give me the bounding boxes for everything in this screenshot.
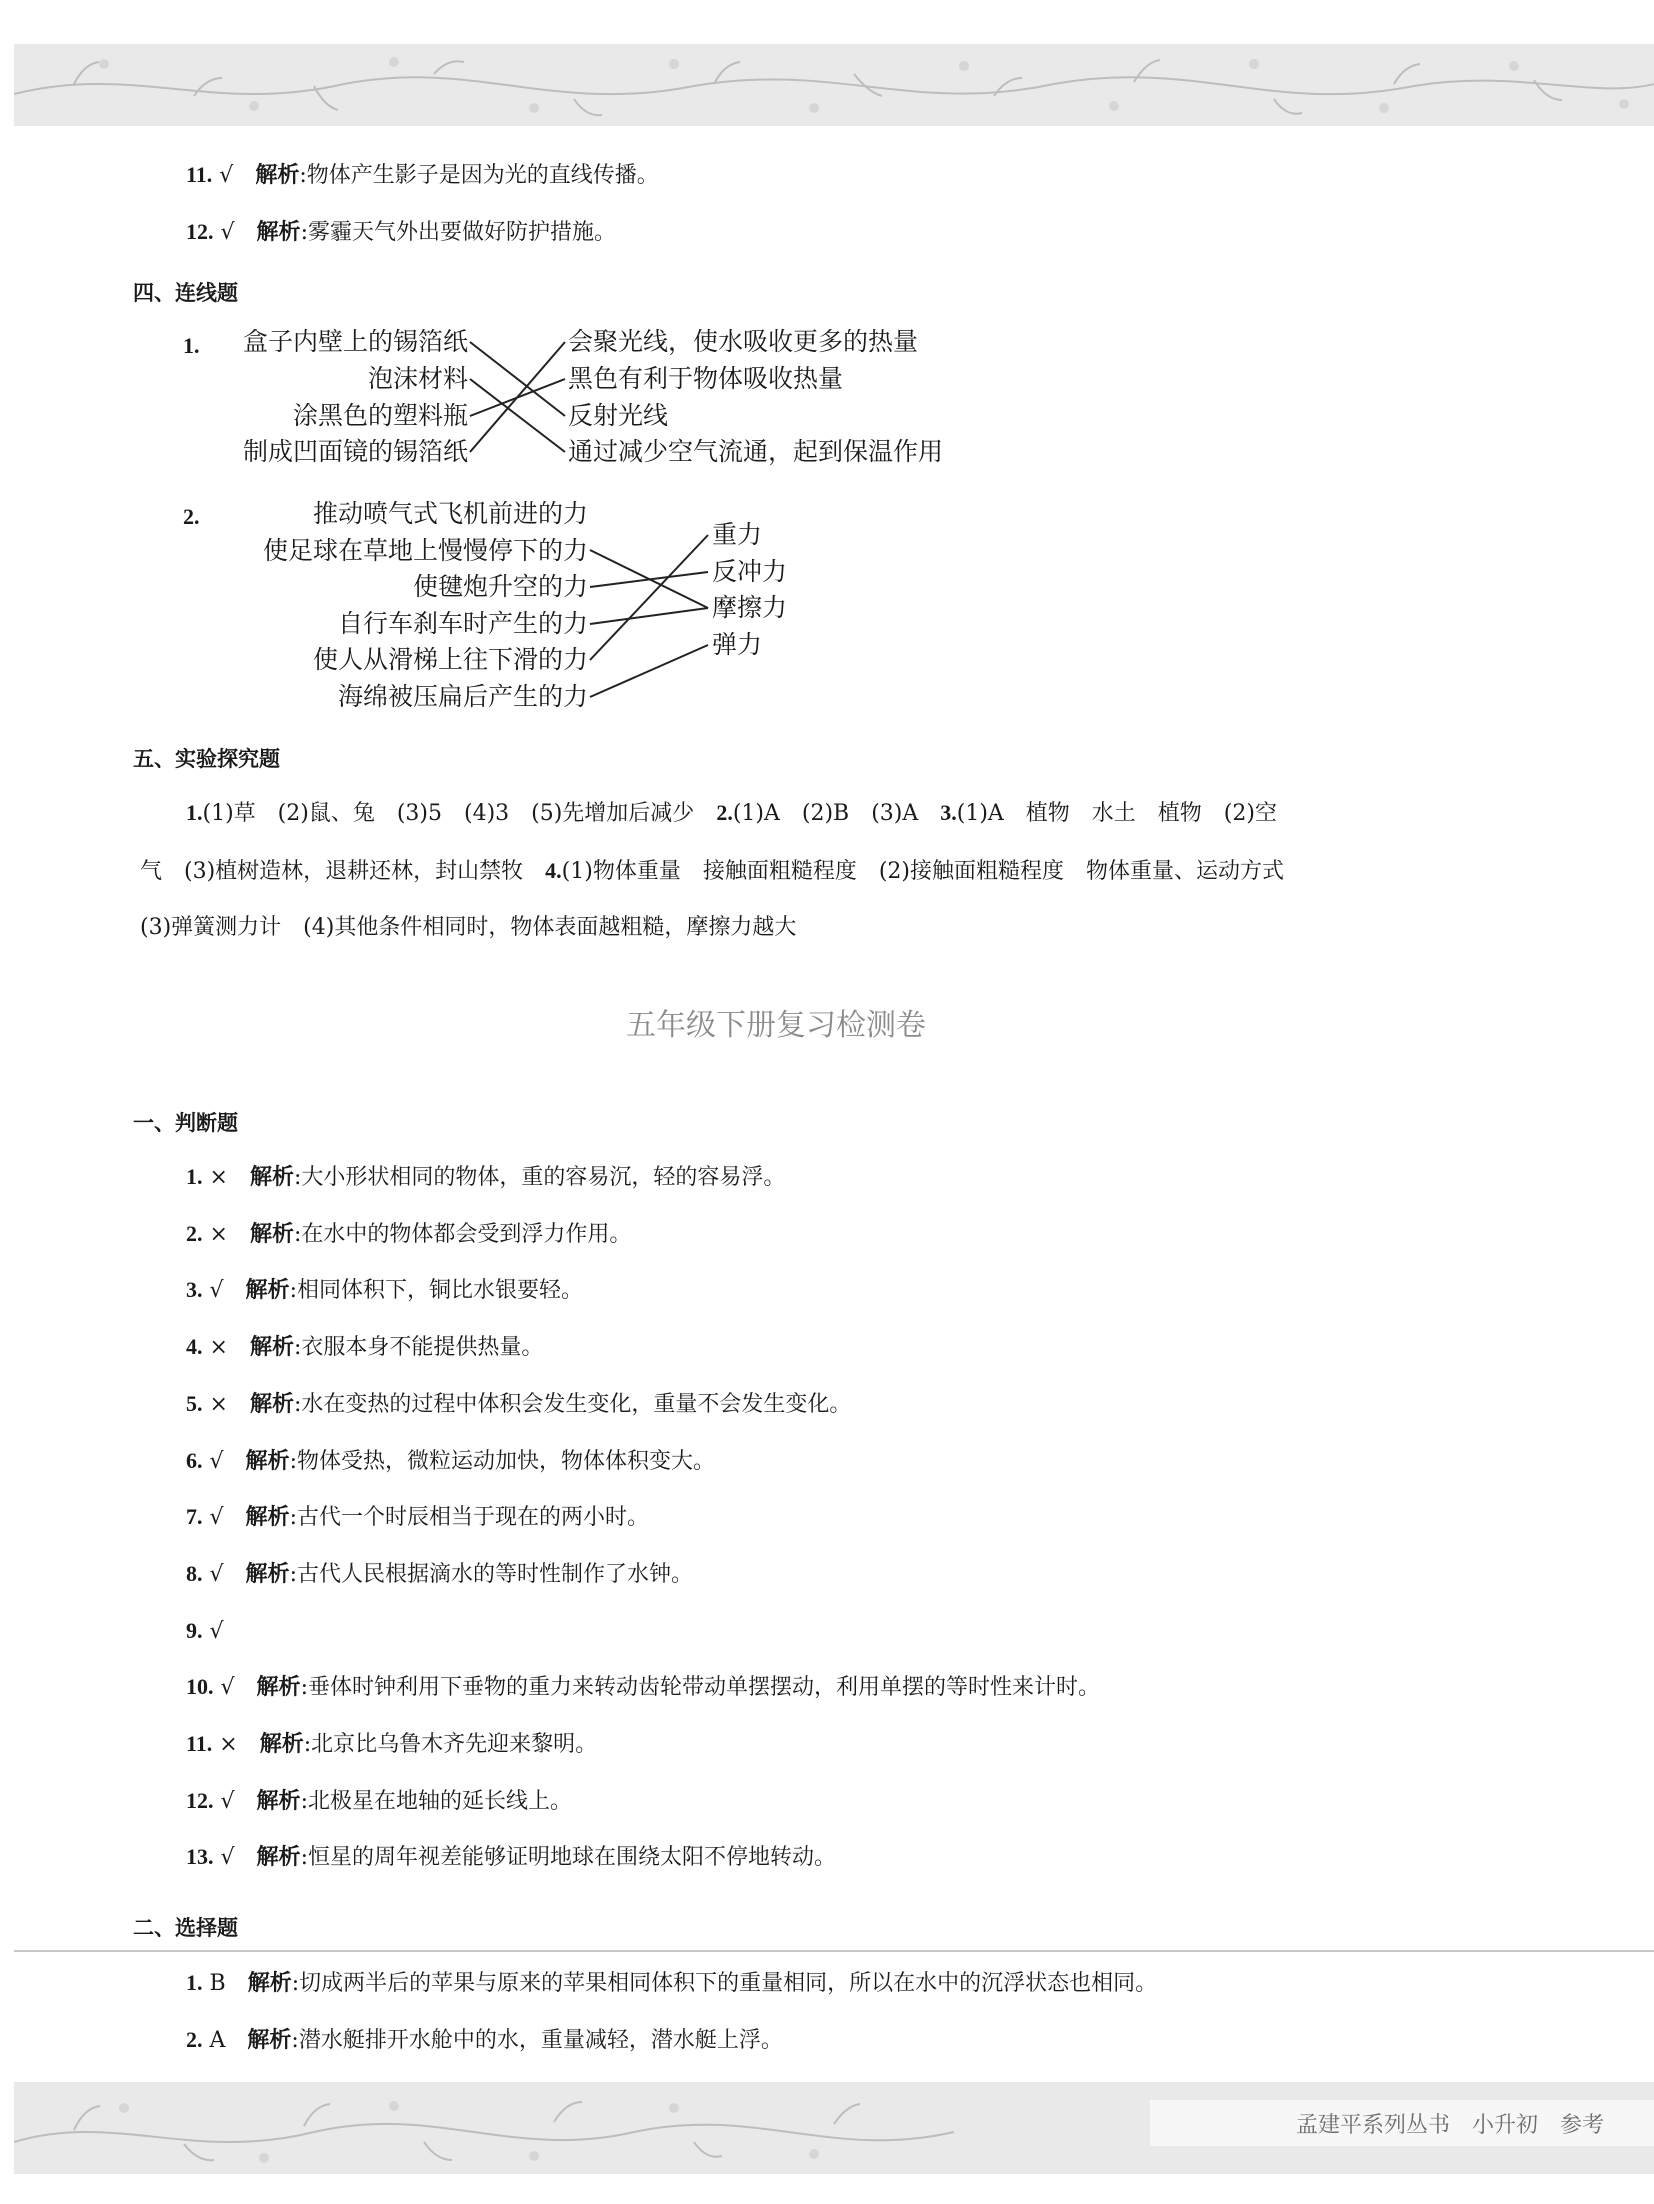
match2-line-4	[590, 535, 708, 660]
item-mark: √	[209, 1448, 224, 1474]
divider-rule	[14, 1950, 1654, 1952]
section1-item	[186, 1616, 246, 1647]
item-text: :北京比乌鲁木齐先迎来黎明。	[303, 1732, 598, 1757]
match2-right-2: 反冲力	[712, 557, 788, 586]
section2-heading: 二、选择题	[133, 1916, 238, 1940]
match2-number: 2.	[183, 504, 200, 529]
item-label: 解析	[256, 1844, 301, 1871]
section1-item	[186, 1842, 836, 1873]
item-number: 4.	[186, 1334, 203, 1360]
section4-heading: 四、连线题	[133, 281, 238, 305]
item-number: 10.	[186, 1674, 214, 1700]
item-mark: ×	[209, 1335, 228, 1361]
top-item-11: 11. √ 解析:物体产生影子是因为光的直线传播。	[186, 162, 659, 188]
match2-right-4: 弹力	[712, 630, 763, 659]
item-number: 9.	[186, 1617, 203, 1643]
match2-right-3: 摩擦力	[712, 593, 788, 622]
item-mark: √	[220, 1845, 235, 1871]
section1-item	[186, 1786, 572, 1817]
match1-right-3: 反射光线	[568, 401, 669, 430]
section1-item	[186, 1389, 851, 1420]
item-text: :衣服本身不能提供热量。	[293, 1335, 544, 1361]
item-number: 7.	[186, 1504, 203, 1530]
match2-left-2: 使足球在草地上慢慢停下的力	[262, 536, 588, 565]
section1-item	[186, 1275, 583, 1306]
item-text: :古代人民根据滴水的等时性制作了水钟。	[289, 1561, 693, 1587]
section1-item	[186, 1502, 649, 1533]
item-mark: ×	[219, 1732, 238, 1757]
item-text: :恒星的周年视差能够证明地球在围绕太阳不停地转动。	[300, 1845, 836, 1871]
item-label: 解析	[245, 1277, 290, 1304]
item-number: 5.	[186, 1390, 203, 1416]
section1-item	[186, 1332, 543, 1363]
section5-line-3: (3)弹簧测力计 (4)其他条件相同时，物体表面越粗糙，摩擦力越大	[140, 915, 797, 940]
match2-line-5	[590, 645, 708, 697]
match1-left-1: 盒子内壁上的锡箔纸	[242, 327, 468, 356]
match2-left-1: 推动喷气式飞机前进的力	[312, 499, 588, 528]
item-text: :物体受热，微粒运动加快，物体体积变大。	[289, 1448, 715, 1474]
section2-item-2: 2. A 解析:潜水艇排开水舱中的水，重量减轻，潜水艇上浮。	[186, 2027, 783, 2053]
match1-line-2	[470, 379, 565, 452]
section1-item	[186, 1672, 1100, 1703]
item-number: 2.	[186, 1220, 203, 1246]
item-label: 解析	[249, 1390, 294, 1417]
item-mark: ×	[209, 1165, 228, 1190]
section5-line-1: 1.(1)草 (2)鼠、兔 (3)5 (4)3 (5)先增加后减少 2.(1)A (2)B (3)A 3.(1)A 植物 水土 植物 (2)空	[186, 800, 1277, 826]
item-label: 解析	[245, 1504, 290, 1531]
item-mark: √	[209, 1505, 224, 1531]
section1-heading: 一、判断题	[133, 1111, 238, 1135]
item-mark: √	[209, 1561, 224, 1587]
item-mark: √	[209, 1618, 224, 1644]
item-mark: ×	[209, 1391, 228, 1417]
item-text: :北极星在地轴的延长线上。	[300, 1788, 572, 1814]
item-text: :垂体时钟利用下垂物的重力来转动齿轮带动单摆摆动，利用单摆的等时性来计时。	[300, 1675, 1100, 1701]
match2-line-2	[590, 572, 708, 587]
match1-right-2: 黑色有利于物体吸收热量	[568, 364, 844, 393]
item-label: 解析	[256, 1787, 301, 1814]
item-label: 解析	[249, 1164, 294, 1190]
item-label: 解析	[245, 1560, 290, 1587]
match2-right-1: 重力	[712, 520, 763, 549]
match1-left-4: 制成凹面镜的锡箔纸	[242, 437, 468, 466]
section1-item	[186, 1559, 693, 1590]
item-number: 12.	[186, 1787, 214, 1813]
match1-left-2: 泡沫材料	[367, 364, 468, 393]
item-text: :在水中的物体都会受到浮力作用。	[293, 1221, 632, 1247]
section2-item-1: 1. B 解析:切成两半后的苹果与原来的苹果相同体积下的重量相同，所以在水中的沉浮状态也相同。	[186, 1970, 1158, 1996]
section1-item	[186, 1446, 715, 1477]
item-text: :相同体积下，铜比水银要轻。	[289, 1278, 583, 1304]
footer-series-label: 孟建平系列丛书 小升初 参考	[1296, 2113, 1605, 2138]
match1-right-4: 通过减少空气流通，起到保温作用	[568, 437, 944, 466]
match2-left-6: 海绵被压扁后产生的力	[337, 682, 588, 711]
match1-number: 1.	[183, 333, 200, 358]
match1-line-1	[470, 342, 565, 416]
section1-item	[186, 1729, 597, 1760]
section5-line-2: 气 (3)植树造林，退耕还林，封山禁牧 4.(1)物体重量 接触面粗糙程度 (2)接触面粗糙程度 物体重量、运动方式	[140, 858, 1285, 884]
item-number: 6.	[186, 1447, 203, 1473]
item-number: 8.	[186, 1560, 203, 1586]
item-label: 解析	[245, 1447, 290, 1474]
section1-item	[186, 1162, 785, 1193]
item-mark: √	[220, 1788, 235, 1814]
item-number: 13.	[186, 1844, 214, 1870]
section5-heading: 五、实验探究题	[133, 747, 280, 771]
item-label: 解析	[259, 1731, 304, 1757]
item-text: :古代一个时辰相当于现在的两小时。	[289, 1505, 649, 1531]
match2-left-4: 自行车刹车时产生的力	[337, 609, 588, 638]
item-number: 1.	[186, 1164, 203, 1189]
item-number: 11.	[186, 1731, 213, 1756]
match2-line-3	[590, 608, 708, 624]
match2-left-5: 使人从滑梯上往下滑的力	[312, 645, 588, 674]
item-text: :大小形状相同的物体，重的容易沉，轻的容易浮。	[293, 1165, 786, 1190]
match2-left-3: 使毽炮升空的力	[412, 572, 588, 601]
item-label: 解析	[256, 1674, 301, 1701]
item-mark: √	[220, 1675, 235, 1701]
match1-left-3: 涂黑色的塑料瓶	[292, 401, 468, 430]
item-label: 解析	[249, 1334, 294, 1361]
item-label: 解析	[249, 1220, 294, 1247]
match1-line-4	[470, 342, 565, 452]
section1-item	[186, 1219, 631, 1250]
item-mark: √	[209, 1278, 224, 1304]
item-text: :水在变热的过程中体积会发生变化，重量不会发生变化。	[293, 1391, 852, 1417]
item-mark: ×	[209, 1221, 228, 1247]
top-item-12: 12. √ 解析:雾霾天气外出要做好防护措施。	[186, 219, 616, 245]
match1-right-1: 会聚光线，使水吸收更多的热量	[568, 327, 919, 356]
page-title: 五年级下册复习检测卷	[626, 1008, 926, 1043]
item-number: 3.	[186, 1277, 203, 1303]
